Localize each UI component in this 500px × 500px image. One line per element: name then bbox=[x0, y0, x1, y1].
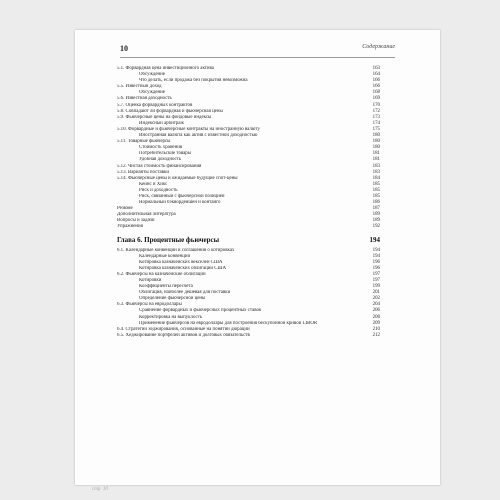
toc-entry-title: 5.1. Форвардная цена инвестиционного актива bbox=[117, 66, 214, 71]
toc-entry-title: Вопросы и задачи bbox=[117, 218, 155, 224]
toc-entry-title: Риск, связанный с фьючерсной позицией bbox=[139, 193, 225, 199]
toc-entry-title: Котировки bbox=[139, 278, 162, 283]
footer-mark: стр. 10 bbox=[92, 487, 108, 492]
toc-entry-title: Котировка казначейских облигаций США bbox=[139, 265, 226, 271]
table-of-contents bbox=[117, 66, 380, 339]
toc-entry-title: Риск и доходность bbox=[139, 187, 178, 193]
toc-entry-page: 163 bbox=[372, 66, 380, 71]
toc-entry-title: 5.6. Известная доходность bbox=[117, 96, 172, 102]
toc-entry-title: Иностранная валюта как актив с известной доходностью bbox=[139, 133, 258, 139]
toc-entry-page: 202 bbox=[372, 296, 380, 302]
toc-entry-page: 181 bbox=[372, 157, 380, 163]
toc-entry-title: 6.4. Стратегии хеджирования, основанные на понятии дюрации bbox=[117, 326, 250, 332]
toc-entry-page: 189 bbox=[372, 218, 380, 224]
toc-entry-page: 197 bbox=[372, 278, 380, 283]
toc-entry-title: Стоимость хранения bbox=[139, 145, 183, 151]
toc-entry-title: Что делать, если продажа без покрытия невозможна bbox=[139, 78, 248, 84]
toc-entry-page: 172 bbox=[372, 108, 380, 114]
toc-entry-title: Резюме bbox=[117, 206, 133, 212]
toc-entry-page: 166 bbox=[372, 84, 380, 90]
page-number: 10 bbox=[120, 44, 128, 53]
toc-entry-page: 166 bbox=[372, 78, 380, 84]
toc-entry-page: 194 bbox=[372, 247, 380, 253]
toc-entry-page: 194 bbox=[372, 253, 380, 259]
toc-entry bbox=[117, 333, 380, 339]
toc-entry-title: Определение фьючерсной цены bbox=[139, 296, 206, 302]
toc-entry-title: Календарные конвенции bbox=[139, 253, 191, 259]
toc-entry-page: 197 bbox=[372, 271, 380, 277]
toc-entry-title: Дополнительная литература bbox=[117, 212, 176, 218]
toc-entry-page: 181 bbox=[372, 151, 380, 157]
toc-entry-title: Коэффициенты пересчета bbox=[139, 284, 193, 290]
toc-entry-title: 5.5. Известный доход bbox=[117, 84, 162, 90]
toc-entry-title: 6.3. Фьючерсы на евродоллары bbox=[117, 302, 182, 308]
toc-entry-title: Облигация, наиболее дешевая для поставки bbox=[139, 290, 231, 296]
toc-entry-title: 5.12. Чистая стоимость финансирования bbox=[117, 163, 202, 169]
toc-entry-title: Нормальный бэквордейшен и контанго bbox=[139, 200, 221, 206]
toc-entry-title: 5.11. Товарные фьючерсы bbox=[117, 139, 171, 145]
toc-entry-page: 180 bbox=[372, 133, 380, 139]
toc-entry-page: 180 bbox=[372, 139, 380, 145]
toc-entry-title: Котировка казначейских векселей США bbox=[139, 259, 223, 265]
header-rule bbox=[120, 57, 395, 58]
toc-entry-page: 180 bbox=[372, 145, 380, 151]
toc-entry-page: 189 bbox=[372, 212, 380, 218]
toc-entry-page: 187 bbox=[372, 206, 380, 212]
toc-entry-page: 186 bbox=[372, 200, 380, 206]
page-header bbox=[120, 44, 395, 54]
toc-entry-page: 192 bbox=[372, 224, 380, 230]
toc-entry-title: Корректировка на выпуклость bbox=[139, 314, 203, 320]
toc-entry-page: 199 bbox=[372, 284, 380, 290]
toc-entry bbox=[117, 224, 380, 230]
toc-entry-page: 204 bbox=[372, 302, 380, 308]
toc-entry-page: 185 bbox=[372, 193, 380, 199]
toc-entry-page: 184 bbox=[372, 175, 380, 181]
toc-entry-title: 5.13. Варианты поставки bbox=[117, 169, 169, 175]
toc-entry-title: Обсуждение bbox=[139, 72, 165, 78]
toc-entry-page: 210 bbox=[372, 326, 380, 332]
toc-entry-page: 168 bbox=[372, 90, 380, 96]
toc-entry-title: 6.1. Календарные конвенции и соглашения о котировках bbox=[117, 247, 235, 253]
toc-entry-title: Потребительские товары bbox=[139, 151, 192, 157]
toc-entry-title: Применение фьючерсов на евродоллары для построения бескупонной кривой LIBOR bbox=[139, 320, 318, 326]
toc-chapter-heading bbox=[117, 235, 380, 245]
toc-entry-page: 206 bbox=[372, 308, 380, 314]
book-page bbox=[75, 30, 440, 485]
toc-entry-page: 185 bbox=[372, 187, 380, 193]
toc-entry-title: Обсуждение bbox=[139, 90, 165, 96]
toc-entry-page: 183 bbox=[372, 163, 380, 169]
toc-entry-title: Удобная доходность bbox=[139, 157, 182, 163]
toc-entry-title: Глава 6. Процентные фьючерсы bbox=[117, 235, 220, 244]
toc-entry-title: Индексный арбитраж bbox=[139, 120, 184, 126]
toc-entry-page: 183 bbox=[372, 169, 380, 175]
toc-entry-title: 6.5. Хеджирование портфелей активов и долговых обязательств bbox=[117, 332, 250, 338]
toc-entry-title: 6.2. Фьючерсы на казначейские облигации bbox=[117, 271, 206, 277]
toc-entry-page: 208 bbox=[372, 314, 380, 320]
toc-entry-title: Упражнения bbox=[117, 224, 143, 230]
toc-entry-title: 5.7. Оценка форвардных контрактов bbox=[117, 102, 193, 108]
toc-entry-title: 5.14. Фьючерсные цены и ожидаемые будущие спот-цены bbox=[117, 175, 238, 181]
toc-entry-page: 194 bbox=[369, 235, 380, 244]
toc-entry-page: 185 bbox=[372, 181, 380, 187]
toc-entry-page: 196 bbox=[372, 259, 380, 265]
toc-entry-page: 164 bbox=[372, 72, 380, 78]
toc-entry-title: 5.10. Форвардные и фьючерсные контракты на иностранную валюту bbox=[117, 126, 260, 132]
toc-entry-title: Сравнение форвардных и фьючерсных процентных ставок bbox=[139, 308, 262, 314]
toc-entry-page: 174 bbox=[372, 120, 380, 126]
toc-entry-title: 5.8. Совпадают ли форвардная и фьючерсная цены bbox=[117, 108, 223, 114]
toc-entry-page: 170 bbox=[372, 102, 380, 108]
running-head: Содержание bbox=[362, 44, 395, 50]
toc-entry-page: 201 bbox=[372, 290, 380, 296]
toc-entry-title: 5.9. Фьючерсные цены на фондовые индексы bbox=[117, 114, 212, 120]
toc-entry-page: 175 bbox=[372, 126, 380, 132]
toc-entry-page: 169 bbox=[372, 96, 380, 102]
toc-entry-page: 209 bbox=[372, 320, 380, 326]
toc-entry-page: 173 bbox=[372, 114, 380, 120]
toc-entry-page: 212 bbox=[372, 332, 380, 338]
toc-entry-title: Кейнс и Хикс bbox=[139, 181, 168, 187]
toc-entry-page: 196 bbox=[372, 265, 380, 271]
